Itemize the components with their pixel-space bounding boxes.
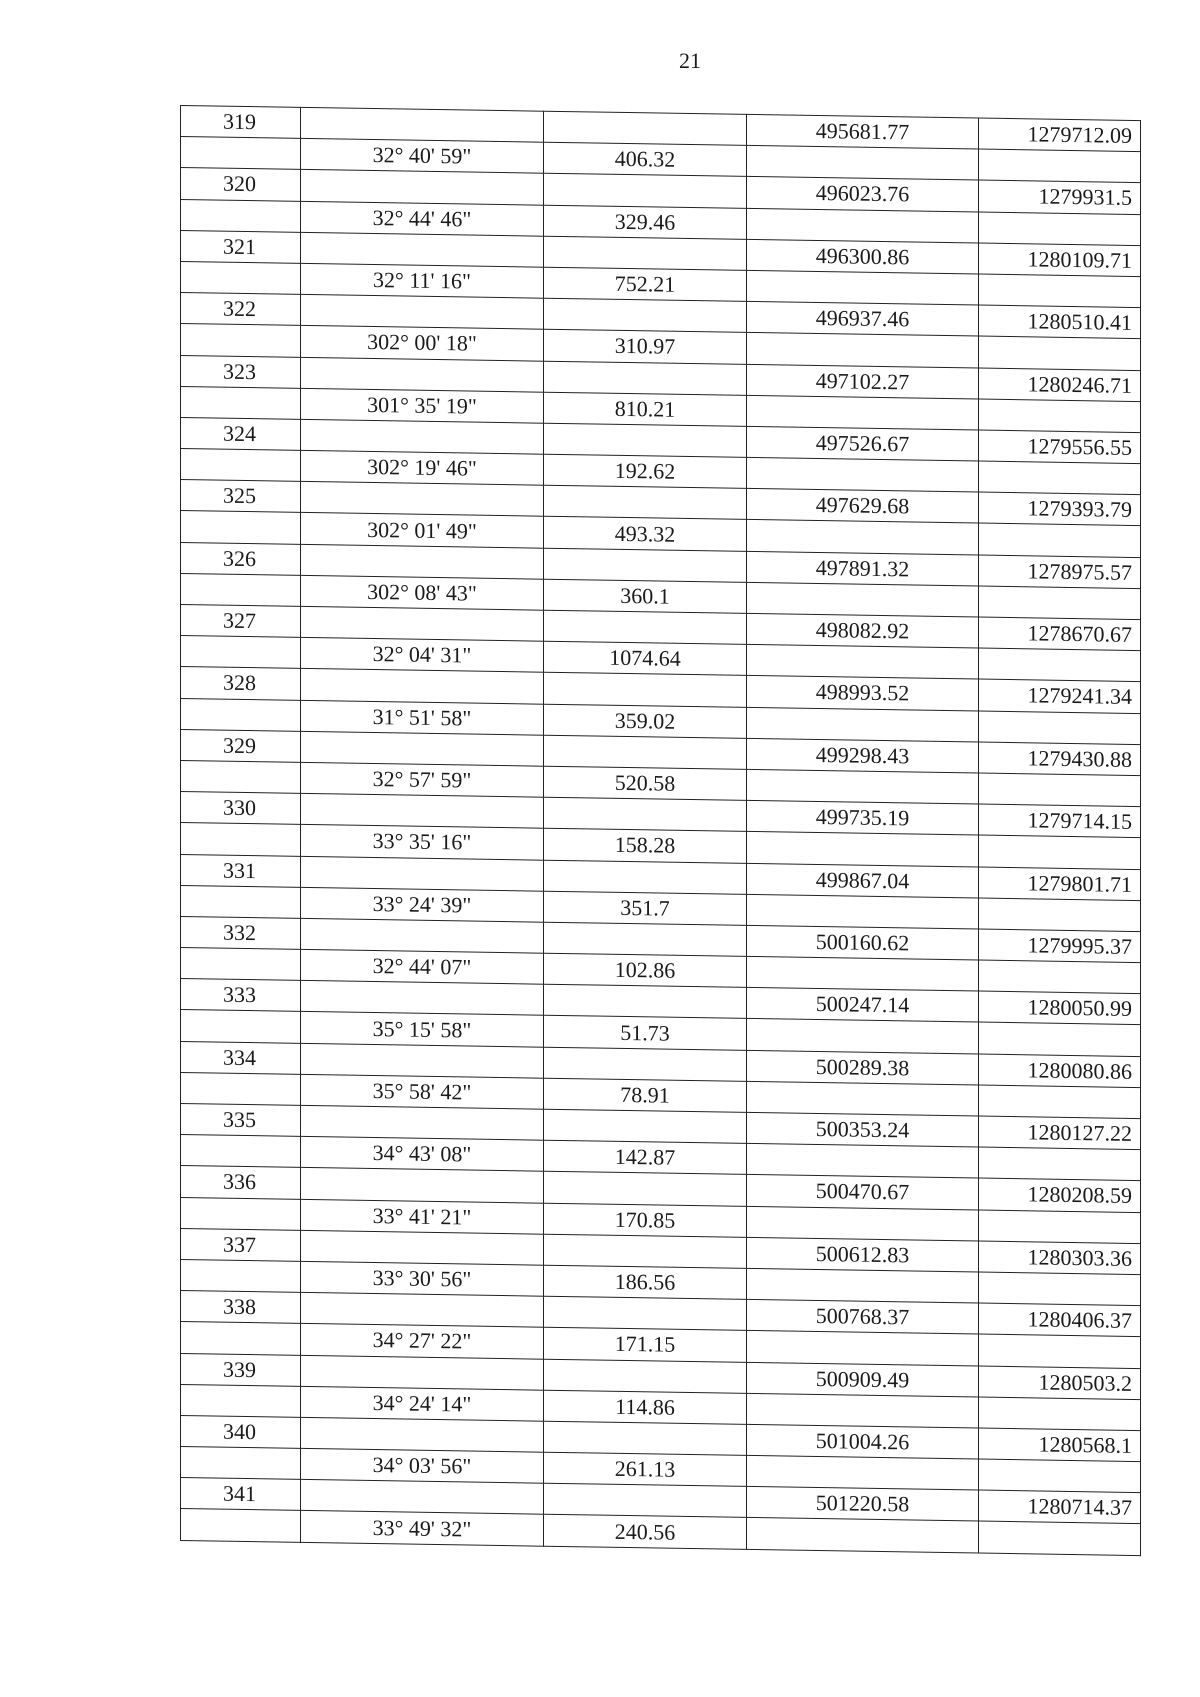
bearing-cell: 31° 51' 58" bbox=[301, 700, 544, 735]
distance-cell: 351.7 bbox=[544, 891, 747, 925]
distance-cell: 142.87 bbox=[544, 1140, 747, 1174]
empty-cell bbox=[301, 1355, 544, 1390]
empty-cell bbox=[747, 1518, 979, 1553]
bearing-cell: 32° 11' 16" bbox=[301, 263, 544, 298]
empty-cell bbox=[979, 336, 1141, 370]
empty-cell bbox=[747, 769, 979, 804]
distance-cell: 493.32 bbox=[544, 517, 747, 551]
distance-cell: 329.46 bbox=[544, 205, 747, 239]
bearing-cell: 301° 35' 19" bbox=[301, 388, 544, 423]
empty-cell bbox=[181, 885, 301, 918]
easting-cell: 499867.04 bbox=[747, 863, 979, 898]
empty-cell bbox=[979, 586, 1141, 620]
empty-cell bbox=[544, 361, 747, 395]
northing-cell: 1278975.57 bbox=[979, 555, 1141, 589]
point-id-cell: 321 bbox=[181, 230, 301, 263]
bearing-cell: 33° 35' 16" bbox=[301, 825, 544, 860]
easting-cell: 501220.58 bbox=[747, 1487, 979, 1522]
northing-cell: 1280503.2 bbox=[979, 1366, 1141, 1400]
point-id-cell: 339 bbox=[181, 1353, 301, 1386]
bearing-cell: 32° 44' 07" bbox=[301, 949, 544, 984]
point-id-cell: 320 bbox=[181, 168, 301, 201]
empty-cell bbox=[301, 419, 544, 454]
easting-cell: 499735.19 bbox=[747, 801, 979, 836]
distance-cell: 114.86 bbox=[544, 1390, 747, 1424]
easting-cell: 498993.52 bbox=[747, 676, 979, 711]
empty-cell bbox=[181, 261, 301, 294]
point-id-cell: 338 bbox=[181, 1291, 301, 1324]
empty-cell bbox=[979, 274, 1141, 308]
bearing-cell: 33° 30' 56" bbox=[301, 1261, 544, 1296]
empty-cell bbox=[979, 1085, 1141, 1119]
empty-cell bbox=[181, 1259, 301, 1292]
empty-cell bbox=[979, 212, 1141, 246]
northing-cell: 1280510.41 bbox=[979, 305, 1141, 339]
empty-cell bbox=[301, 856, 544, 891]
northing-cell: 1278670.67 bbox=[979, 617, 1141, 651]
northing-cell: 1280406.37 bbox=[979, 1303, 1141, 1337]
northing-cell: 1280246.71 bbox=[979, 368, 1141, 402]
bearing-cell: 32° 44' 46" bbox=[301, 201, 544, 236]
empty-cell bbox=[544, 797, 747, 831]
empty-cell bbox=[979, 648, 1141, 682]
bearing-cell: 302° 19' 46" bbox=[301, 450, 544, 485]
empty-cell bbox=[747, 1393, 979, 1428]
point-id-cell: 324 bbox=[181, 417, 301, 450]
empty-cell bbox=[747, 1144, 979, 1179]
empty-cell bbox=[301, 731, 544, 766]
bearing-cell: 34° 27' 22" bbox=[301, 1324, 544, 1359]
easting-cell: 496937.46 bbox=[747, 302, 979, 337]
empty-cell bbox=[181, 760, 301, 793]
empty-cell bbox=[979, 1272, 1141, 1306]
empty-cell bbox=[301, 1480, 544, 1515]
empty-cell bbox=[181, 386, 301, 419]
northing-cell: 1279712.09 bbox=[979, 118, 1141, 152]
empty-cell bbox=[181, 1384, 301, 1417]
empty-cell bbox=[301, 232, 544, 267]
easting-cell: 496023.76 bbox=[747, 177, 979, 212]
empty-cell bbox=[181, 1322, 301, 1355]
bearing-cell: 302° 01' 49" bbox=[301, 513, 544, 548]
empty-cell bbox=[979, 523, 1141, 557]
easting-cell: 498082.92 bbox=[747, 613, 979, 648]
empty-cell bbox=[181, 449, 301, 482]
empty-cell bbox=[301, 669, 544, 704]
distance-cell: 192.62 bbox=[544, 454, 747, 488]
point-id-cell: 330 bbox=[181, 792, 301, 825]
empty-cell bbox=[747, 707, 979, 742]
empty-cell bbox=[181, 1135, 301, 1168]
empty-cell bbox=[301, 107, 544, 142]
empty-cell bbox=[181, 698, 301, 731]
empty-cell bbox=[747, 832, 979, 867]
distance-cell: 360.1 bbox=[544, 579, 747, 613]
empty-cell bbox=[181, 948, 301, 981]
northing-cell: 1280714.37 bbox=[979, 1490, 1141, 1524]
northing-cell: 1279556.55 bbox=[979, 430, 1141, 464]
distance-cell: 186.56 bbox=[544, 1265, 747, 1299]
empty-cell bbox=[747, 270, 979, 305]
bearing-cell: 35° 58' 42" bbox=[301, 1074, 544, 1109]
empty-cell bbox=[544, 1296, 747, 1330]
empty-cell bbox=[544, 1109, 747, 1143]
empty-cell bbox=[747, 956, 979, 991]
empty-cell bbox=[544, 174, 747, 208]
empty-cell bbox=[747, 208, 979, 243]
empty-cell bbox=[301, 1230, 544, 1265]
empty-cell bbox=[301, 981, 544, 1016]
empty-cell bbox=[747, 1268, 979, 1303]
distance-cell: 359.02 bbox=[544, 704, 747, 738]
empty-cell bbox=[747, 395, 979, 430]
distance-cell: 51.73 bbox=[544, 1016, 747, 1050]
point-id-cell: 328 bbox=[181, 667, 301, 700]
point-id-cell: 334 bbox=[181, 1041, 301, 1074]
empty-cell bbox=[979, 835, 1141, 869]
easting-cell: 497526.67 bbox=[747, 426, 979, 461]
northing-cell: 1280208.59 bbox=[979, 1178, 1141, 1212]
empty-cell bbox=[544, 1359, 747, 1393]
northing-cell: 1279430.88 bbox=[979, 742, 1141, 776]
point-id-cell: 337 bbox=[181, 1228, 301, 1261]
northing-cell: 1280080.86 bbox=[979, 1054, 1141, 1088]
northing-cell: 1279995.37 bbox=[979, 929, 1141, 963]
distance-cell: 1074.64 bbox=[544, 641, 747, 675]
empty-cell bbox=[747, 1331, 979, 1366]
bearing-cell: 35° 15' 58" bbox=[301, 1012, 544, 1047]
empty-cell bbox=[979, 1459, 1141, 1493]
distance-cell: 520.58 bbox=[544, 766, 747, 800]
distance-cell: 310.97 bbox=[544, 330, 747, 364]
bearing-cell: 32° 04' 31" bbox=[301, 638, 544, 673]
empty-cell bbox=[747, 582, 979, 617]
empty-cell bbox=[544, 1421, 747, 1455]
easting-cell: 500470.67 bbox=[747, 1175, 979, 1210]
empty-cell bbox=[301, 295, 544, 330]
empty-cell bbox=[544, 485, 747, 519]
easting-cell: 500768.37 bbox=[747, 1300, 979, 1335]
point-id-cell: 319 bbox=[181, 106, 301, 139]
empty-cell bbox=[544, 1483, 747, 1517]
empty-cell bbox=[747, 457, 979, 492]
empty-cell bbox=[747, 1455, 979, 1490]
empty-cell bbox=[747, 520, 979, 555]
bearing-cell: 302° 08' 43" bbox=[301, 575, 544, 610]
empty-cell bbox=[181, 1072, 301, 1105]
empty-cell bbox=[979, 461, 1141, 495]
northing-cell: 1280303.36 bbox=[979, 1241, 1141, 1275]
empty-cell bbox=[979, 1022, 1141, 1056]
empty-cell bbox=[301, 1168, 544, 1203]
empty-cell bbox=[979, 960, 1141, 994]
empty-cell bbox=[301, 544, 544, 579]
northing-cell: 1280568.1 bbox=[979, 1428, 1141, 1462]
empty-cell bbox=[979, 149, 1141, 183]
northing-cell: 1279931.5 bbox=[979, 180, 1141, 214]
bearing-cell: 33° 49' 32" bbox=[301, 1511, 544, 1546]
empty-cell bbox=[181, 199, 301, 232]
empty-cell bbox=[301, 1417, 544, 1452]
empty-cell bbox=[544, 673, 747, 707]
empty-cell bbox=[747, 146, 979, 181]
distance-cell: 170.85 bbox=[544, 1203, 747, 1237]
bearing-cell: 302° 00' 18" bbox=[301, 326, 544, 361]
empty-cell bbox=[979, 1397, 1141, 1431]
point-id-cell: 329 bbox=[181, 729, 301, 762]
page-number: 21 bbox=[679, 48, 701, 73]
empty-cell bbox=[181, 1197, 301, 1230]
empty-cell bbox=[979, 1334, 1141, 1368]
empty-cell bbox=[301, 918, 544, 953]
empty-cell bbox=[544, 860, 747, 894]
point-id-cell: 323 bbox=[181, 355, 301, 388]
easting-cell: 500160.62 bbox=[747, 925, 979, 960]
northing-cell: 1279801.71 bbox=[979, 867, 1141, 901]
northing-cell: 1280050.99 bbox=[979, 991, 1141, 1025]
easting-cell: 500612.83 bbox=[747, 1237, 979, 1272]
point-id-cell: 341 bbox=[181, 1478, 301, 1511]
bearing-cell: 32° 57' 59" bbox=[301, 762, 544, 797]
empty-cell bbox=[544, 548, 747, 582]
easting-cell: 497891.32 bbox=[747, 551, 979, 586]
empty-cell bbox=[544, 423, 747, 457]
northing-cell: 1280127.22 bbox=[979, 1116, 1141, 1150]
bearing-cell: 34° 24' 14" bbox=[301, 1386, 544, 1421]
empty-cell bbox=[544, 984, 747, 1018]
distance-cell: 261.13 bbox=[544, 1452, 747, 1486]
bearing-cell: 34° 03' 56" bbox=[301, 1448, 544, 1483]
easting-cell: 500353.24 bbox=[747, 1112, 979, 1147]
empty-cell bbox=[181, 1447, 301, 1480]
easting-cell: 500247.14 bbox=[747, 988, 979, 1023]
empty-cell bbox=[301, 1043, 544, 1078]
easting-cell: 500289.38 bbox=[747, 1050, 979, 1085]
northing-cell: 1279714.15 bbox=[979, 804, 1141, 838]
empty-cell bbox=[979, 399, 1141, 433]
bearing-cell: 33° 41' 21" bbox=[301, 1199, 544, 1234]
point-id-cell: 340 bbox=[181, 1415, 301, 1448]
empty-cell bbox=[181, 573, 301, 606]
empty-cell bbox=[979, 1147, 1141, 1181]
empty-cell bbox=[747, 333, 979, 368]
empty-cell bbox=[181, 511, 301, 544]
traverse-table-body bbox=[181, 106, 1141, 1556]
empty-cell bbox=[301, 482, 544, 517]
easting-cell: 497102.27 bbox=[747, 364, 979, 399]
empty-cell bbox=[747, 1081, 979, 1116]
empty-cell bbox=[544, 1172, 747, 1206]
empty-cell bbox=[979, 1521, 1141, 1555]
point-id-cell: 336 bbox=[181, 1166, 301, 1199]
empty-cell bbox=[181, 1010, 301, 1043]
distance-cell: 240.56 bbox=[544, 1515, 747, 1549]
empty-cell bbox=[301, 357, 544, 392]
point-id-cell: 322 bbox=[181, 293, 301, 326]
empty-cell bbox=[544, 1234, 747, 1268]
distance-cell: 171.15 bbox=[544, 1328, 747, 1362]
distance-cell: 102.86 bbox=[544, 953, 747, 987]
empty-cell bbox=[544, 922, 747, 956]
empty-cell bbox=[301, 606, 544, 641]
empty-cell bbox=[301, 1105, 544, 1140]
empty-cell bbox=[979, 1210, 1141, 1244]
empty-cell bbox=[301, 170, 544, 205]
empty-cell bbox=[181, 324, 301, 357]
point-id-cell: 335 bbox=[181, 1104, 301, 1137]
northing-cell: 1279393.79 bbox=[979, 492, 1141, 526]
empty-cell bbox=[979, 773, 1141, 807]
empty-cell bbox=[181, 636, 301, 669]
empty-cell bbox=[747, 645, 979, 680]
northing-cell: 1279241.34 bbox=[979, 679, 1141, 713]
easting-cell: 499298.43 bbox=[747, 738, 979, 773]
empty-cell bbox=[979, 711, 1141, 745]
empty-cell bbox=[747, 894, 979, 929]
northing-cell: 1280109.71 bbox=[979, 243, 1141, 277]
empty-cell bbox=[979, 898, 1141, 932]
empty-cell bbox=[301, 1293, 544, 1328]
easting-cell: 501004.26 bbox=[747, 1424, 979, 1459]
empty-cell bbox=[181, 823, 301, 856]
empty-cell bbox=[181, 1509, 301, 1542]
point-id-cell: 327 bbox=[181, 605, 301, 638]
empty-cell bbox=[301, 794, 544, 829]
empty-cell bbox=[544, 610, 747, 644]
point-id-cell: 326 bbox=[181, 542, 301, 575]
empty-cell bbox=[544, 236, 747, 270]
easting-cell: 497629.68 bbox=[747, 489, 979, 524]
distance-cell: 752.21 bbox=[544, 267, 747, 301]
empty-cell bbox=[544, 111, 747, 145]
empty-cell bbox=[747, 1019, 979, 1054]
distance-cell: 406.32 bbox=[544, 142, 747, 176]
bearing-cell: 33° 24' 39" bbox=[301, 887, 544, 922]
traverse-table bbox=[180, 105, 1141, 1556]
bearing-cell: 32° 40' 59" bbox=[301, 139, 544, 174]
distance-cell: 810.21 bbox=[544, 392, 747, 426]
empty-cell bbox=[544, 735, 747, 769]
traverse-table-container bbox=[180, 105, 1140, 1570]
empty-cell bbox=[747, 1206, 979, 1241]
point-id-cell: 333 bbox=[181, 979, 301, 1012]
easting-cell: 500909.49 bbox=[747, 1362, 979, 1397]
distance-cell: 78.91 bbox=[544, 1078, 747, 1112]
point-id-cell: 325 bbox=[181, 480, 301, 513]
easting-cell: 495681.77 bbox=[747, 114, 979, 149]
empty-cell bbox=[181, 137, 301, 170]
point-id-cell: 331 bbox=[181, 854, 301, 887]
bearing-cell: 34° 43' 08" bbox=[301, 1137, 544, 1172]
easting-cell: 496300.86 bbox=[747, 239, 979, 274]
point-id-cell: 332 bbox=[181, 916, 301, 949]
distance-cell: 158.28 bbox=[544, 829, 747, 863]
empty-cell bbox=[544, 298, 747, 332]
empty-cell bbox=[544, 1047, 747, 1081]
